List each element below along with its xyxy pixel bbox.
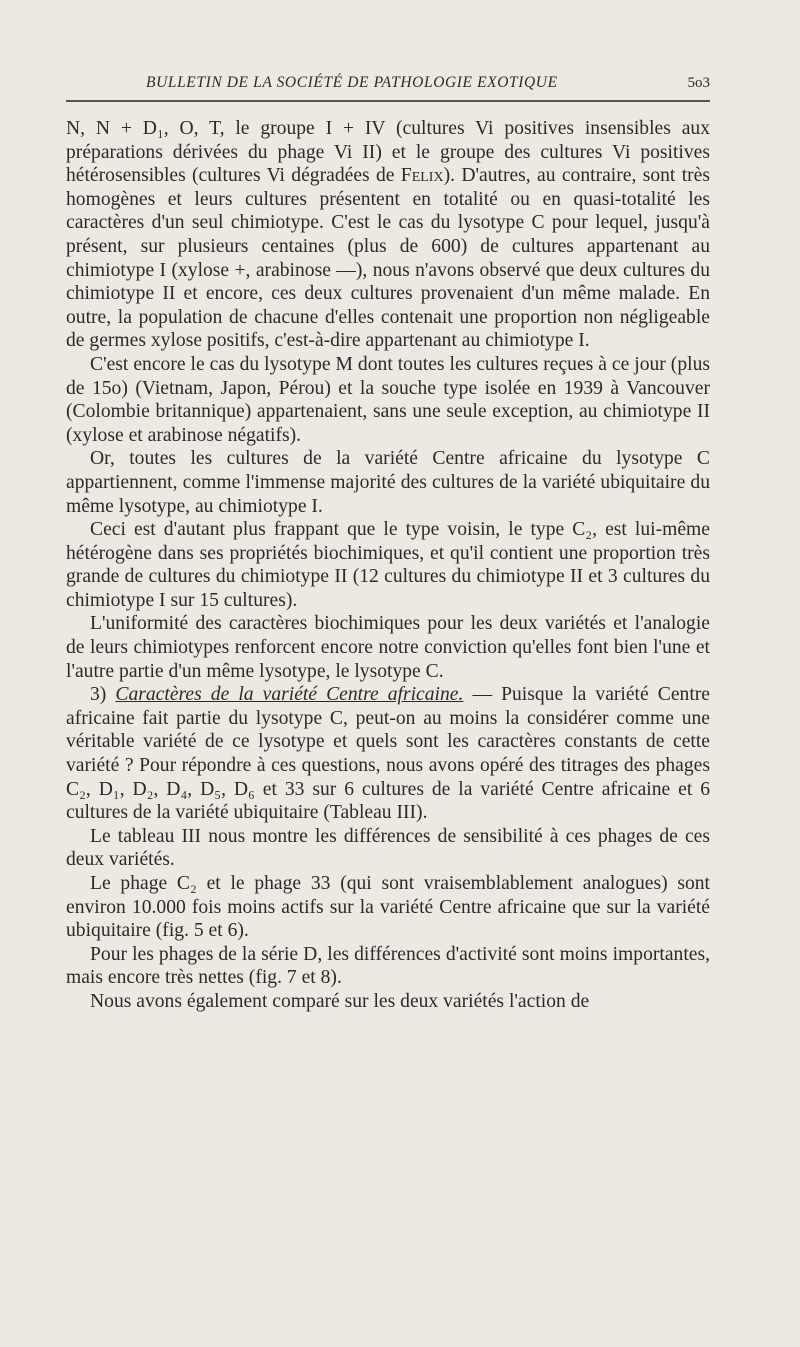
text-segment: Le phage C₂ et le phage 33 (qui sont vraisemblablement analogues) sont environ 10.000 fois moins actifs sur la variété Centre africaine que sur la variété ubiquitaire (fig. 5 et 6). xyxy=(66,873,710,942)
paragraph xyxy=(66,990,710,1014)
paragraph xyxy=(66,117,710,353)
paragraph xyxy=(66,612,710,683)
running-header xyxy=(66,74,710,104)
text-segment: L'uniformité des caractères biochimiques pour les deux variétés et l'analogie de leurs chimiotypes renforcent encore notre conviction qu'elles font bien l'une et l'autre partie d'un même lysotype, le lysotype C. xyxy=(66,613,710,682)
text-segment: — Puisque la variété Centre africaine fait partie du lysotype C, peut-on au moins la considérer comme une véritable variété de ce lysotype et quels sont les caractères constants de cette variété ? Pour répondre à ces questions, nous avons opéré des titrages des phages C₂, D₁, D₂, D₄, D₅, D₆ et 33 sur 6 cultures de la variété Centre africaine et 6 cultures de la variété ubiquitaire (Tableau III). xyxy=(66,684,710,824)
paragraph xyxy=(66,872,710,943)
paragraph xyxy=(66,943,710,990)
paragraph xyxy=(66,518,710,612)
text-segment: 3) xyxy=(90,684,116,706)
paragraph xyxy=(66,825,710,872)
text-segment: Nous avons également comparé sur les deux variétés l'action de xyxy=(90,990,590,1012)
paragraph xyxy=(66,447,710,518)
text-segment: C'est encore le cas du lysotype M dont toutes les cultures reçues à ce jour (plus de 15o) (Vietnam, Japon, Pérou) et la souche type isolée en 1939 à Vancouver (Colombie britannique) appartenaient, sans une seule exception, au chimiotype II (xylose et arabinose négatifs). xyxy=(66,353,710,446)
running-title: BULLETIN DE LA SOCIÉTÉ DE PATHOLOGIE EXOTIQUE xyxy=(146,74,558,91)
text-segment: Caractères de la variété Centre africaine. xyxy=(115,684,464,706)
body-text xyxy=(66,117,710,1014)
page-number: 5o3 xyxy=(687,75,710,91)
text-segment: Ceci est d'autant plus frappant que le type voisin, le type C₂, est lui-même hétérogène dans ses propriétés biochimiques, et qu'il contient une proportion très grande de cultures du chimiotype II (12 cultures du chimiotype II et 3 cultures du chimiotype I sur 15 cultures). xyxy=(66,519,710,611)
text-segment: Le tableau III nous montre les différences de sensibilité à ces phages de ces deux variétés. xyxy=(66,825,710,871)
paragraph xyxy=(66,353,710,447)
text-segment: Or, toutes les cultures de la variété Centre africaine du lysotype C appartiennent, comme l'immense majorité des cultures de la variété ubiquitaire du même lysotype, au chimiotype I. xyxy=(66,448,710,517)
text-segment: Felix xyxy=(400,165,444,187)
text-segment: N, N + D₁, O, T, le groupe I + IV (cultures Vi positives insensibles aux préparations dérivées du phage Vi II) et le groupe des cultures Vi positives hétérosensibles (cultures Vi dégradées de xyxy=(66,118,710,187)
text-segment: ). D'autres, au contraire, sont très homogènes et leurs cultures présentent en totalité ou en quasi-totalité les caractères d'un seul chimiotype. C'est le cas du lysotype C pour lequel, jusqu'à présent, sur plusieurs centaines (plus de 600) de cultures appartenant au chimiotype I (xylose +, arabinose —), nous n'avons observé que deux cultures du chimiotype II et encore, ces deux cultures provenaient d'un même malade. En outre, la population de chacune d'elles contenait une proportion non négligeable de germes xylose positifs, c'est-à-dire appartenant au chimiotype I. xyxy=(66,165,710,352)
header-rule xyxy=(66,100,710,102)
text-segment: Pour les phages de la série D, les différences d'activité sont moins importantes, mais encore très nettes (fig. 7 et 8). xyxy=(66,943,710,989)
paragraph xyxy=(66,683,710,825)
